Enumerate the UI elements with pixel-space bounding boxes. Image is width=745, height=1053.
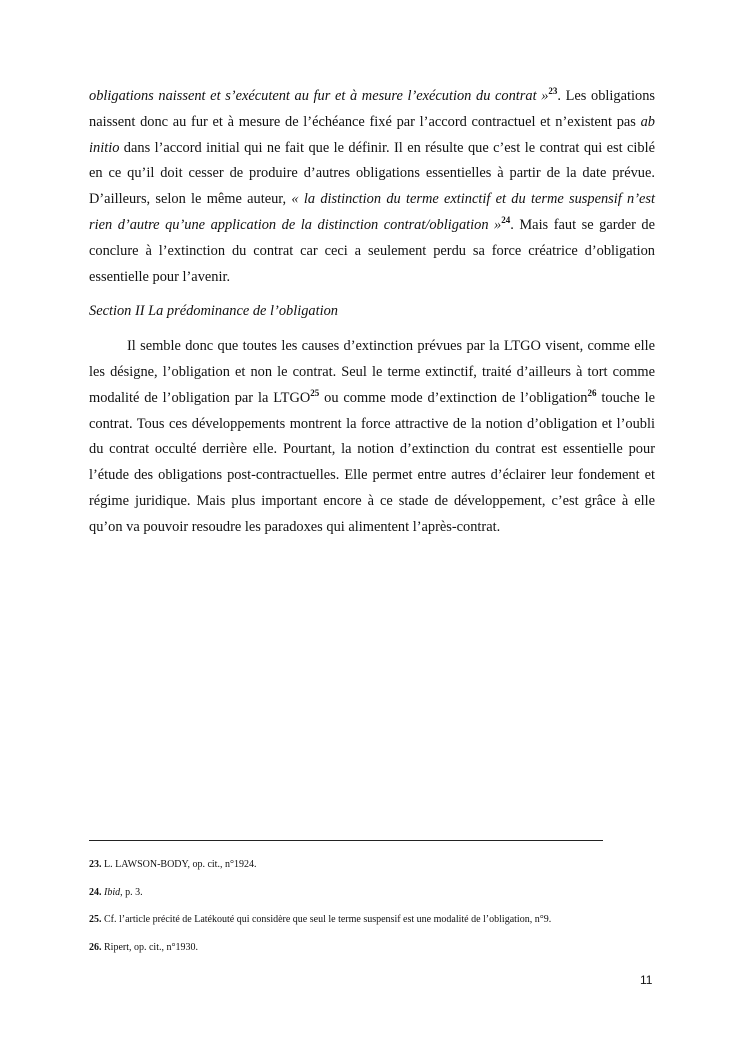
latin-term: ab initio (89, 113, 655, 156)
footnote-23 (89, 858, 669, 872)
footnote-26 (89, 941, 669, 955)
page-number: 11 (640, 973, 653, 987)
footnote-text: , p. 3. (120, 886, 143, 898)
quote-fragment: obligations naissent et s’exécutent au fur et à mesure l’exécution du contrat » (89, 88, 549, 104)
paragraph-1-text-cont: dans l’accord initial qui ne fait que le définir. Il en résulte que c’est le contrat qui est ciblé en ce qu’il doit cesser de produire d’autres obligations essentielles à partir de la date prévue. D’ailleurs, selon le même auteur, (89, 139, 655, 208)
footnote-separator (89, 840, 603, 841)
paragraph-2 (89, 334, 655, 540)
footnote-ref-25[interactable]: 25 (310, 387, 320, 398)
body-text (89, 84, 655, 541)
footnote-italic: Ibid (104, 886, 121, 898)
footnote-number: 25. (89, 914, 102, 925)
author-quote: « la distinction du terme extinctif et du terme suspensif n’est rien d’autre qu’une application de la distinction contrat/obligation » (89, 191, 656, 233)
paragraph-1 (89, 84, 655, 290)
footnote-ref-26[interactable]: 26 (587, 387, 597, 398)
paragraph-1-text: . Les obligations naissent donc au fur et à mesure de l’échéance fixé par l’accord contractuel et n’existent pas (89, 88, 655, 130)
footnote-ref-24[interactable]: 24 (501, 214, 511, 225)
footnote-ref-23[interactable]: 23 (548, 86, 558, 96)
footnote-text: L. LAWSON-BODY, op. cit., n°1924. (104, 859, 257, 870)
footnote-text: Ripert, op. cit., n°1930. (104, 941, 198, 953)
paragraph-1-text-end: . Mais faut se garder de conclure à l’extinction du contrat car ceci a seulement perdu sa force créatrice d’obligation essentielle pour l’avenir. (89, 216, 655, 285)
section-title: Section II La prédominance de l’obligation (89, 303, 338, 320)
footnote-number: 24. (89, 886, 102, 898)
paragraph-2-text-end: touche le contrat. Tous ces développements montrent la force attractive de la notion d’obligation et l’oubli du contrat occulté derrière elle. Pourtant, la notion d’extinction du contrat est essentielle pour l’étude des obligations post-contractuelles. Elle permet entre autres d’éclairer leur fondement et régime juridique. Mais plus important encore à ce stade de développement, c’est grâce à elle qu’on va pouvoir resoudre les paradoxes qui alimentent l’après-contrat. (89, 389, 655, 535)
footnote-25 (89, 913, 669, 927)
footnote-number: 26. (89, 941, 102, 953)
footnotes (89, 858, 669, 968)
footnote-24 (89, 886, 669, 900)
paragraph-2-text-cont: ou comme mode d’extinction de l’obligation (319, 389, 588, 406)
footnote-number: 23. (89, 859, 102, 870)
footnote-text: Cf. l’article précité de Latékouté qui considère que seul le terme suspensif est une modalité de l’obligation, n°9. (104, 914, 552, 925)
paragraph-2-text: Il semble donc que toutes les causes d’extinction prévues par la LTGO visent, comme elle les désigne, l’obligation et non le contrat. Seul le terme extinctif, traité d’ailleurs à tort comme modalité de l’obligation par la LTGO (89, 338, 655, 406)
